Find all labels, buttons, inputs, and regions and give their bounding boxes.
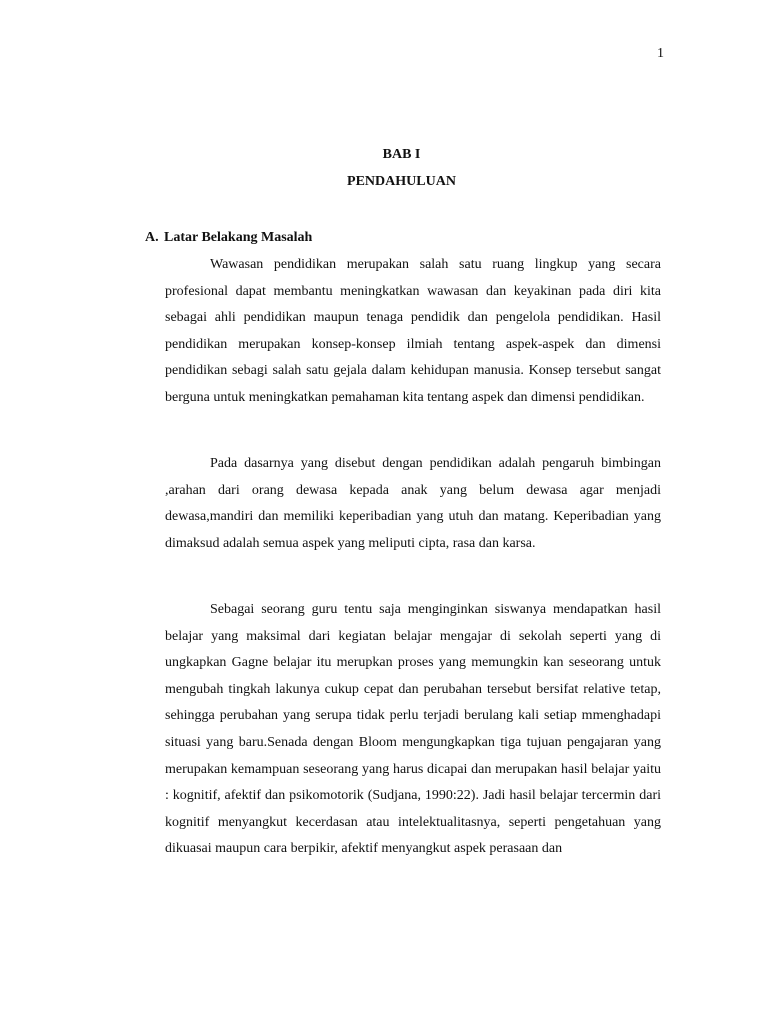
section-title: Latar Belakang Masalah	[164, 230, 313, 245]
page-number: 1	[657, 46, 664, 61]
chapter-number: BAB I	[382, 147, 421, 162]
section-letter: A.	[145, 230, 159, 245]
section-heading	[145, 228, 312, 248]
paragraph: Sebagai seorang guru tentu saja menginginkan siswanya mendapatkan hasil belajar yang maksimal dari kegiatan belajar mengajar di sekolah seperti yang di ungkapkan Gagne belajar itu merupkan proses yang memungkin kan seseorang untuk mengubah tingkah lakunya cukup cepat dan perubahan tersebut bersifat relative tetap, sehingga perubahan yang serupa tidak perlu terjadi berulang kali setiap mmenghadapi situasi yang baru.Senada dengan Bloom mengungkapkan tiga tujuan pengajaran yang merupakan kemampuan seseorang yang harus dicapai dan merupakan hasil belajar yaitu : kognitif, afektif dan psikomotorik (Sudjana, 1990:22). Jadi hasil belajar tercermin dari kognitif menyangkut kecerdasan atau intelektualitasnya, seperti pengetahuan yang dikuasai maupun cara berpikir, afektif menyangkut aspek perasaan dan	[165, 602, 661, 857]
chapter-title: PENDAHULUAN	[347, 174, 456, 189]
paragraph: Pada dasarnya yang disebut dengan pendidikan adalah pengaruh bimbingan ,arahan dari orang dewasa kepada anak yang belum dewasa agar menjadi dewasa,mandiri dan memiliki keperibadian yang utuh dan matang. Keperibadian yang dimaksud adalah semua aspek yang meliputi cipta, rasa dan karsa.	[165, 456, 661, 551]
paragraph: Wawasan pendidikan merupakan salah satu ruang lingkup yang secara profesional dapat membantu meningkatkan wawasan dan keyakinan pada diri kita sebagai ahli pendidikan maupun tenaga pendidik dan pengelola pendidikan. Hasil pendidikan merupakan konsep-konsep ilmiah tentang aspek-aspek dan dimensi pendidikan sebagi salah satu gejala dalam kehidupan manusia. Konsep tersebut sangat berguna untuk meningkatkan pemahaman kita tentang aspek dan dimensi pendidikan.	[165, 257, 661, 405]
chapter-heading	[0, 145, 768, 192]
